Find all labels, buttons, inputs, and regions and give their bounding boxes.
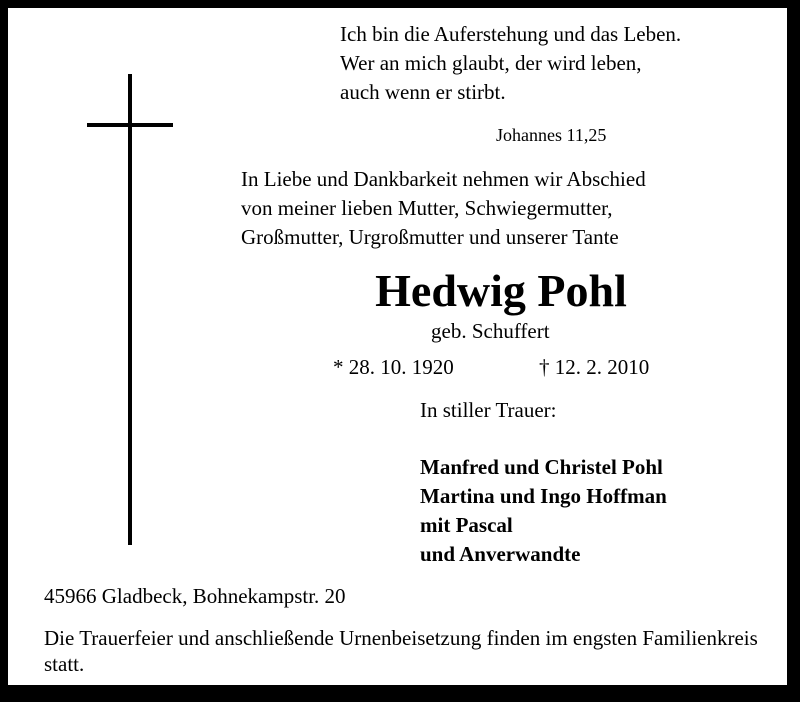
mourning-label: In stiller Trauer: bbox=[420, 398, 557, 422]
mourner: mit Pascal bbox=[420, 513, 513, 537]
mourner: und Anverwandte bbox=[420, 542, 581, 566]
verse-line: auch wenn er stirbt. bbox=[340, 80, 506, 104]
mourners-list bbox=[420, 453, 667, 569]
obituary-card bbox=[8, 8, 787, 685]
verse-line: Wer an mich glaubt, der wird leben, bbox=[340, 51, 642, 75]
death-date: † 12. 2. 2010 bbox=[539, 355, 650, 379]
cross-icon-bar bbox=[87, 123, 173, 127]
bible-verse bbox=[340, 20, 681, 107]
funeral-notice: Die Trauerfeier und anschließende Urnenbeisetzung finden im engsten Familienkreis statt. bbox=[44, 626, 758, 676]
birth-date: * 28. 10. 1920 bbox=[333, 355, 454, 379]
intro-line: Großmutter, Urgroßmutter und unserer Tante bbox=[241, 225, 619, 249]
mourner: Manfred und Christel Pohl bbox=[420, 455, 663, 479]
address: 45966 Gladbeck, Bohnekampstr. 20 bbox=[44, 584, 346, 608]
maiden-name: geb. Schuffert bbox=[431, 319, 550, 343]
verse-reference: Johannes 11,25 bbox=[496, 125, 607, 145]
intro-line: von meiner lieben Mutter, Schwiegermutter, bbox=[241, 196, 613, 220]
intro-line: In Liebe und Dankbarkeit nehmen wir Abschied bbox=[241, 167, 646, 191]
intro-text bbox=[241, 165, 646, 252]
verse-line: Ich bin die Auferstehung und das Leben. bbox=[340, 22, 682, 46]
mourner: Martina und Ingo Hoffman bbox=[420, 484, 667, 508]
deceased-name: Hedwig Pohl bbox=[375, 265, 627, 316]
